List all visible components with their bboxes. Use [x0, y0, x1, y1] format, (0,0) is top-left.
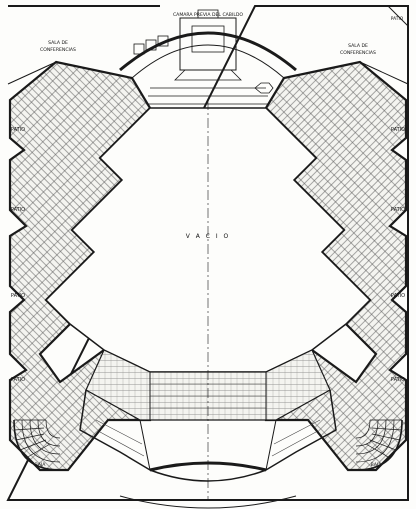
room-left-label-line2: CONFERENCIAS	[40, 48, 76, 53]
stair-label-left: BAJA	[34, 463, 46, 468]
apse	[120, 10, 296, 104]
patio-label-right-1: PATIO	[390, 127, 406, 133]
room-left-label-line1: SALA DE	[48, 41, 68, 46]
stair-label-right: BAJA	[370, 463, 382, 468]
void-label: V A C I O	[185, 233, 231, 240]
patio-label-left-2: PATIO	[10, 207, 26, 213]
patio-label-right-2: PATIO	[390, 207, 406, 213]
room-right-label-line2: CONFERENCIAS	[340, 51, 376, 56]
corner-label: PATIO	[390, 17, 404, 22]
patio-label-left-3: PATIO	[10, 293, 26, 299]
patio-label-right-4: PATIO	[390, 377, 406, 383]
top-room-label: CAMARA PREVIA DEL CABILDO	[172, 13, 244, 18]
patio-label-right-3: PATIO	[390, 293, 406, 299]
room-right-label-line1: SALA DE	[348, 44, 368, 49]
patio-label-left-4: PATIO	[10, 377, 26, 383]
patio-label-left-1: PATIO	[10, 127, 26, 133]
